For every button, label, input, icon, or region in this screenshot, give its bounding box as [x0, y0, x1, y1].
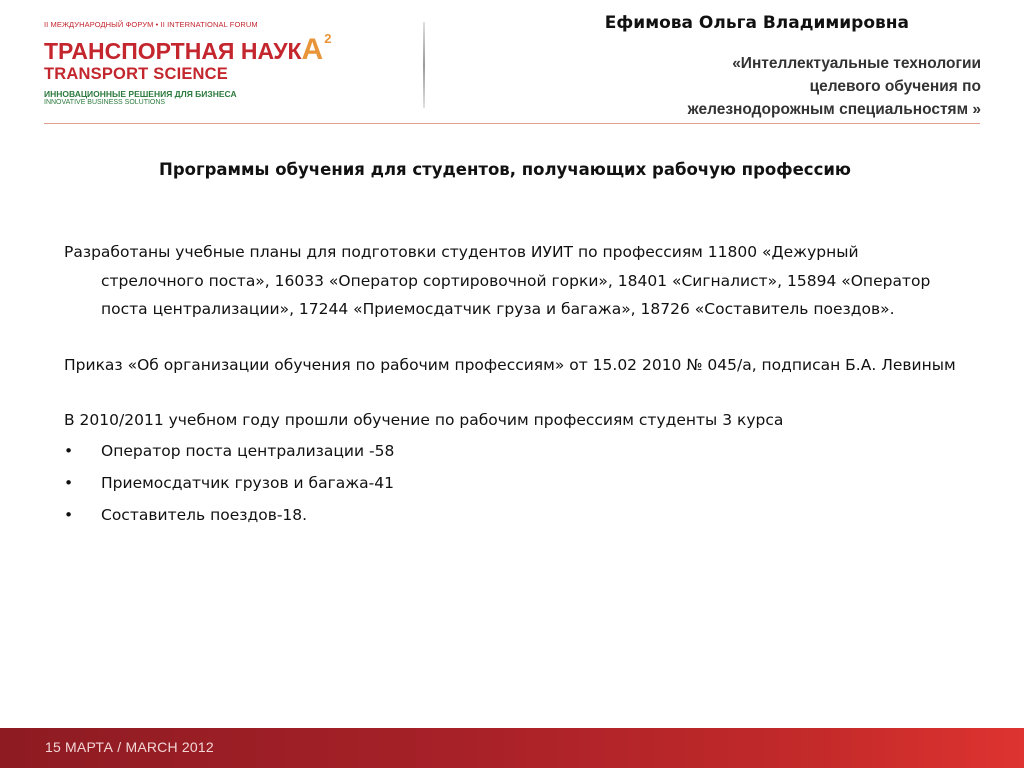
brand-ru-superscript: 2	[324, 31, 332, 46]
brand-ru-prefix: ТРАНСПОРТНАЯ НАУК	[44, 38, 302, 64]
header-rule	[44, 123, 980, 124]
tagline-ru: ИННОВАЦИОННЫЕ РЕШЕНИЯ ДЛЯ БИЗНЕСА	[44, 89, 237, 99]
list-item-text: Оператор поста централизации -58	[101, 441, 395, 460]
forum-logo	[44, 20, 384, 106]
footer-date: 15 МАРТА / MARCH 2012	[45, 739, 214, 755]
list-item-text: Составитель поездов-18.	[101, 505, 308, 524]
list-item-text: Приемосдатчик грузов и багажа-41	[101, 473, 394, 492]
bullet-list	[64, 435, 964, 531]
subject-line-1: «Интеллектуальные технологии	[732, 55, 981, 72]
slide-title: Программы обучения для студентов, получающих рабочую профессию	[159, 160, 851, 179]
brand-en: TRANSPORT SCIENCE	[44, 65, 228, 83]
bullet-icon: •	[64, 505, 74, 524]
list-item	[64, 499, 964, 531]
header-divider	[423, 22, 425, 108]
list-item	[64, 435, 964, 467]
list-item	[64, 467, 964, 499]
subject-line-3: железнодорожным специальностям »	[687, 101, 981, 118]
slide-content	[64, 238, 964, 531]
forum-line: II МЕЖДУНАРОДНЫЙ ФОРУМ • II INTERNATIONAL FORUM	[44, 20, 258, 29]
paragraph-curricula: Разработаны учебные планы для подготовки студентов ИУИТ по профессиям 11800 «Дежурный стрелочного поста», 16033 «Оператор сортировочной горки», 18401 «Сигналист», 15894 «Оператор поста централизации», 17244 «Приемосдатчик груза и багажа», 18726 «Составитель поездов».	[64, 243, 931, 318]
brand-ru-letter: А	[301, 33, 324, 66]
brand-ru	[44, 31, 384, 66]
bullet-icon: •	[64, 473, 74, 492]
bullet-icon: •	[64, 441, 74, 460]
tagline-en: INNOVATIVE BUSINESS SOLUTIONS	[44, 99, 166, 106]
author-name: Ефимова Ольга Владимировна	[604, 13, 909, 33]
footer-bar	[0, 728, 1024, 768]
paragraph-order: Приказ «Об организации обучения по рабочим профессиям» от 15.02 2010 № 045/а, подписан Б.А. Левиным	[64, 355, 956, 374]
presentation-subject	[561, 52, 981, 121]
subject-line-2: целевого обучения по	[809, 78, 981, 95]
paragraph-training-year: В 2010/2011 учебном году прошли обучение по рабочим профессиям студенты 3 курса	[64, 411, 784, 429]
